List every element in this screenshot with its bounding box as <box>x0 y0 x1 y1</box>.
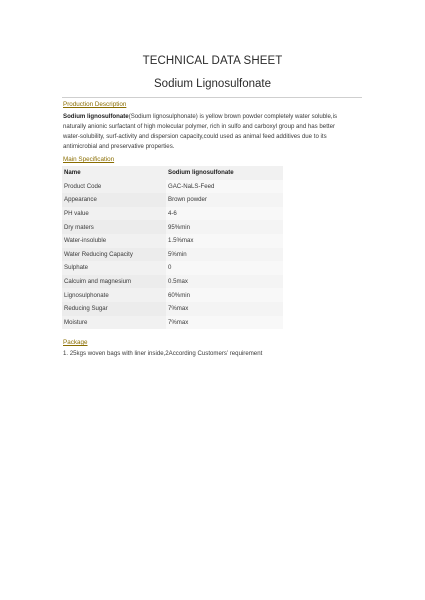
description-line-3: water-solubility, surf-activity and dispersion capacity,could used as animal feed additives due to its <box>63 133 327 140</box>
spec-name: Moisture <box>62 316 166 330</box>
table-row <box>62 207 283 221</box>
table-row <box>62 261 283 275</box>
spec-value: 95%min <box>166 220 283 234</box>
spec-name: Product Code <box>62 180 166 194</box>
spec-name: Water-insoluble <box>62 234 166 248</box>
column-header-name: Name <box>62 166 166 180</box>
spec-value: GAC-NaLS-Feed <box>166 180 283 194</box>
specification-table <box>62 166 283 329</box>
spec-name: Appearance <box>62 193 166 207</box>
spec-name: Water Reducing Capacity <box>62 248 166 262</box>
spec-value: 0 <box>166 261 283 275</box>
table-row <box>62 302 283 316</box>
product-name: Sodium Lignosulfonate <box>154 78 271 90</box>
table-row <box>62 220 283 234</box>
header-divider <box>62 97 362 98</box>
package-heading: Package <box>63 339 88 346</box>
spec-value: 0.5max <box>166 275 283 289</box>
spec-name: Reducing Sugar <box>62 302 166 316</box>
spec-name: Lignosulphonate <box>62 288 166 302</box>
spec-name: Dry maters <box>62 220 166 234</box>
spec-value: 4-6 <box>166 207 283 221</box>
package-text: 1. 25kgs woven bags with liner inside,2According Customers’ requirement <box>63 350 263 357</box>
production-description-text <box>63 112 363 152</box>
spec-name: Sulphate <box>62 261 166 275</box>
document-title: TECHNICAL DATA SHEET <box>142 55 283 67</box>
table-row <box>62 180 283 194</box>
spec-value: 7%max <box>166 316 283 330</box>
spec-value: 60%min <box>166 288 283 302</box>
main-specification-heading: Main Specification <box>63 156 115 163</box>
table-row <box>62 288 283 302</box>
spec-value: 7%max <box>166 302 283 316</box>
table-row <box>62 193 283 207</box>
table-row <box>62 275 283 289</box>
description-line-1-text: (Sodium lignosulphonate) is yellow brown powder completely water soluble,is <box>128 113 337 120</box>
spec-name: Calcuim and magnesium <box>62 275 166 289</box>
spec-value: Brown powder <box>166 193 283 207</box>
product-bold-term: Sodium lignosulfonate <box>63 113 129 120</box>
table-header-row <box>62 166 283 180</box>
description-line-2: naturally anionic surfactant of high molecular polymer, rich in sulfo and carboxyl group and has better <box>63 123 335 130</box>
spec-name: PH value <box>62 207 166 221</box>
description-line-1 <box>63 112 363 122</box>
table-row <box>62 234 283 248</box>
production-description-heading: Production Description <box>63 101 127 108</box>
table-row <box>62 248 283 262</box>
description-line-4: antimicrobial and preservative properties. <box>63 143 175 150</box>
spec-value: 5%min <box>166 248 283 262</box>
column-header-value: Sodium lignosulfonate <box>166 166 283 180</box>
table-row <box>62 316 283 330</box>
spec-value: 1.5%max <box>166 234 283 248</box>
